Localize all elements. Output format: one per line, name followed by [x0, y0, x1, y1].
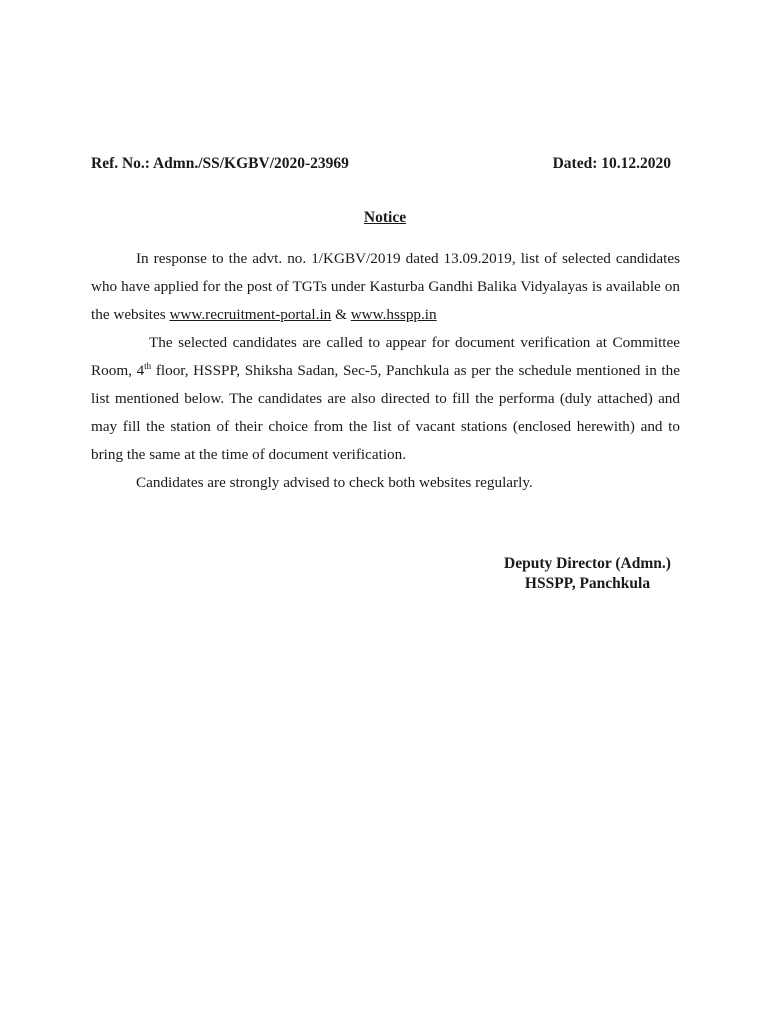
- signature-block: [475, 554, 700, 594]
- paragraph-advice: Candidates are strongly advised to check both websites regularly.: [136, 474, 533, 491]
- notice-title: Notice: [363, 209, 407, 226]
- paragraph-verification-text-end: floor, HSSPP, Shiksha Sadan, Sec-5, Panchkula as per the schedule mentioned in the list mentioned below. The candidates are also directed to fill the performa (duly attached) and may fill the station of their choice from the list of vacant stations (enclosed herewith) and to bring the same at the time of document verification.: [91, 362, 680, 463]
- reference-number: Ref. No.: Admn./SS/KGBV/2020-23969: [91, 155, 349, 172]
- reference-header: [91, 155, 671, 173]
- paragraph-advertisement-text: In response to the advt. no. 1/KGBV/2019 dated 13.09.2019, list of selected candidates who have applied for the post of TGTs under Kasturba Gandhi Balika Vidyalayas is available on the websites: [91, 250, 680, 323]
- link-separator: &: [331, 306, 351, 323]
- notice-body: [91, 245, 680, 497]
- signatory-office: HSSPP, Panchkula: [524, 575, 651, 592]
- signatory-designation: Deputy Director (Admn.): [504, 555, 671, 572]
- paragraph-verification-text-start: The selected candidates are called to appear for document verification at Committee Room, 4: [91, 334, 680, 379]
- floor-ordinal-superscript: th: [144, 360, 152, 371]
- hsspp-link[interactable]: www.hsspp.in: [350, 306, 437, 323]
- recruitment-portal-link[interactable]: www.recruitment-portal.in: [169, 306, 332, 323]
- paragraph-verification: [91, 329, 680, 469]
- notice-date: Dated: 10.12.2020: [552, 155, 671, 172]
- paragraph-advertisement: [91, 245, 680, 329]
